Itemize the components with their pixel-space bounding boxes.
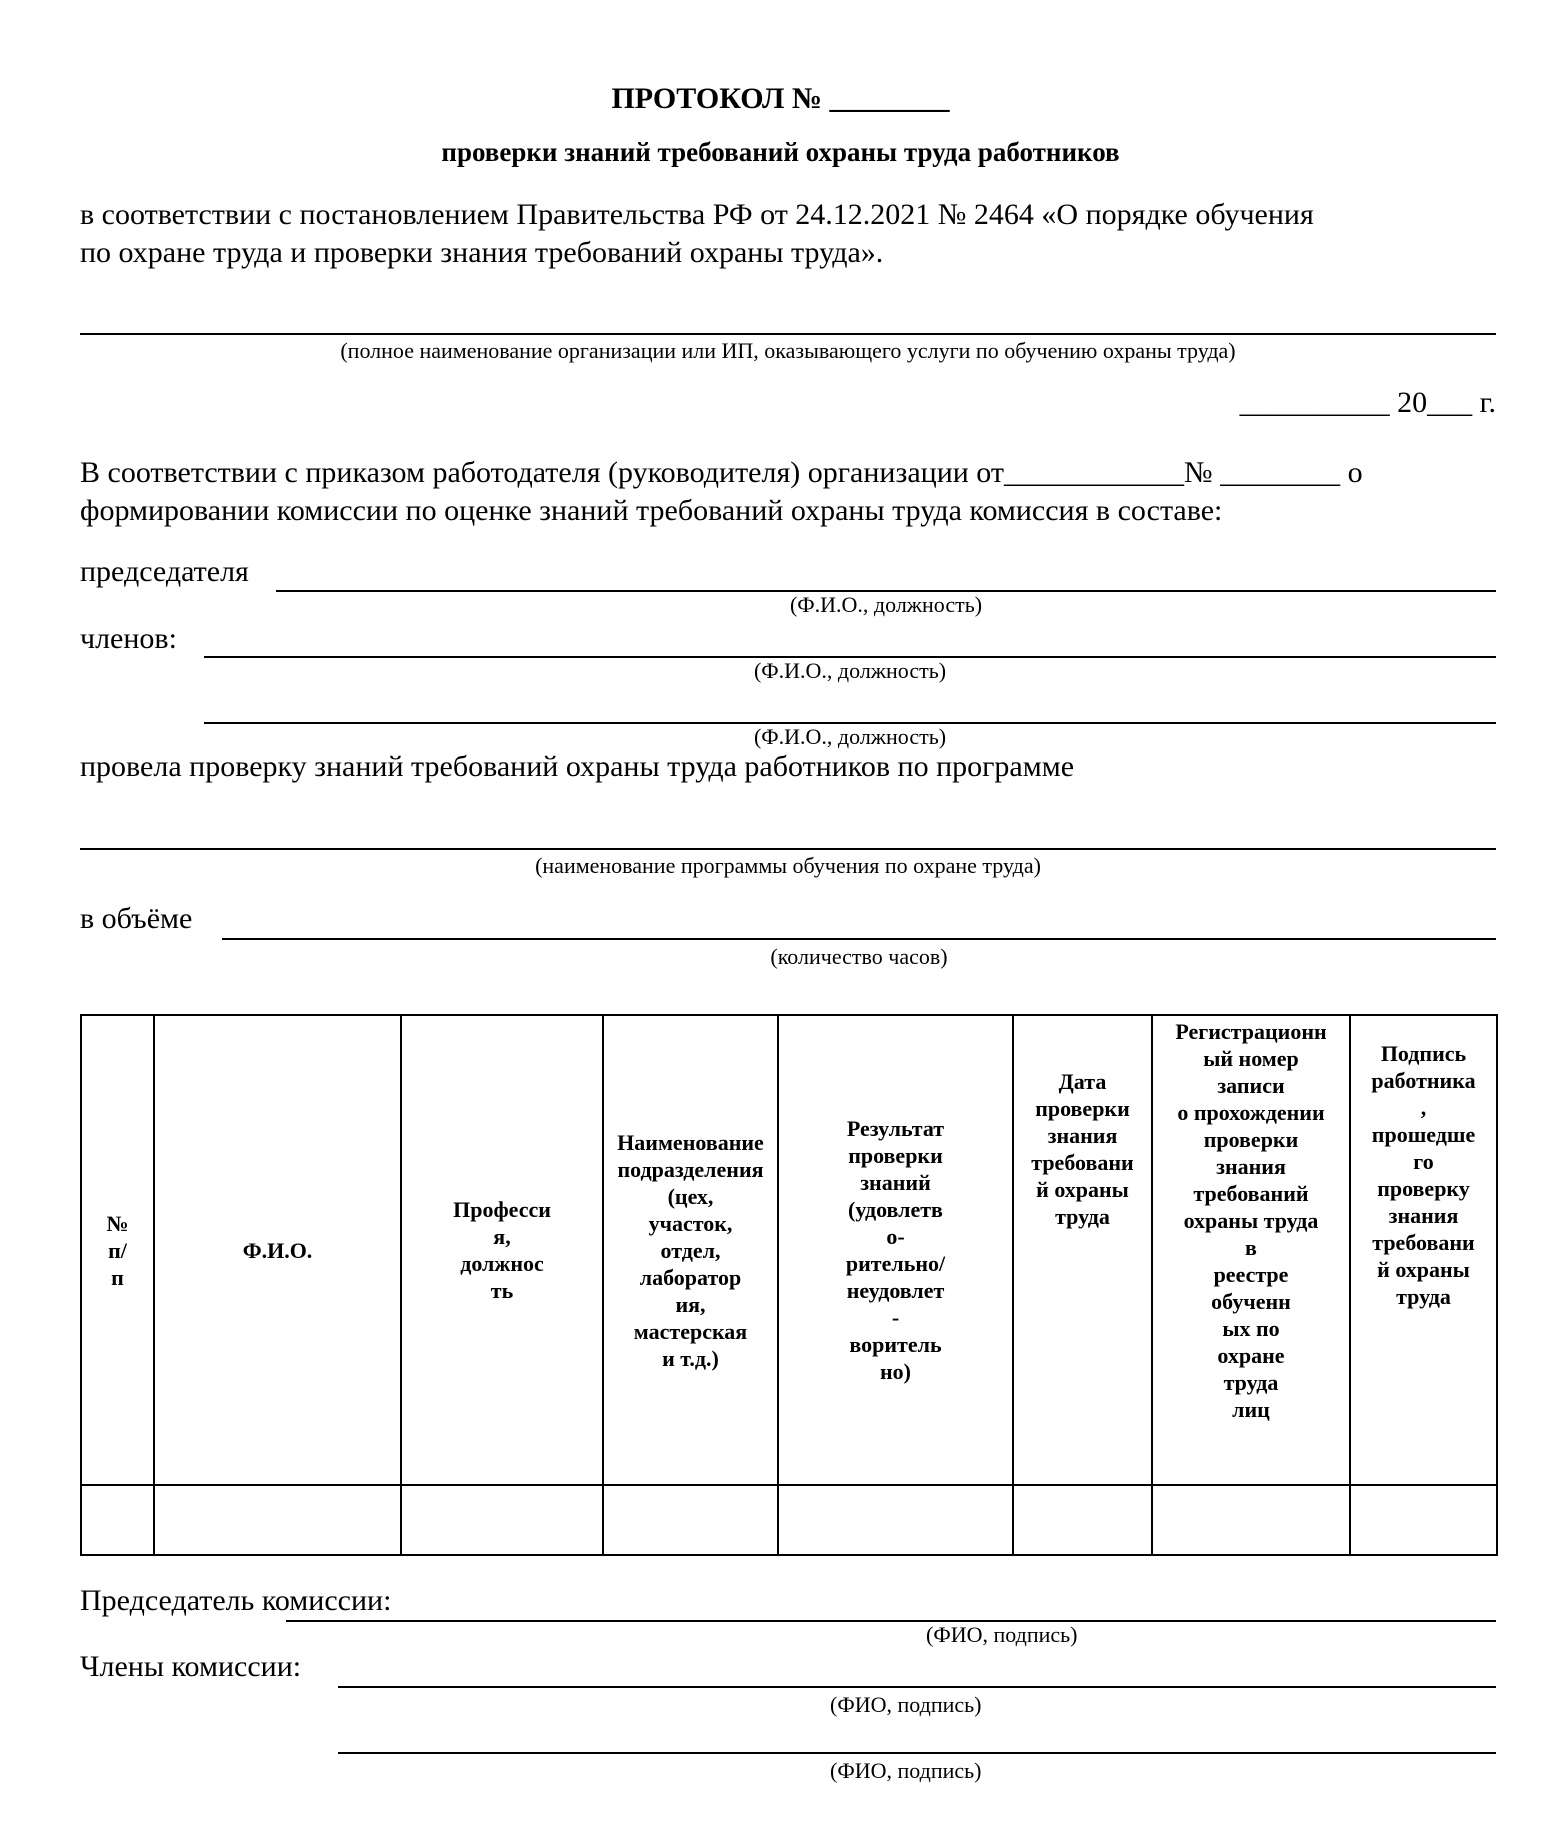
org-name-line[interactable] (80, 333, 1496, 335)
intro-text-line2: по охране труда и проверки знания требований охраны труда». (80, 236, 884, 269)
cell-profession[interactable] (401, 1485, 603, 1555)
chair-name-caption: (Ф.И.О., должность) (789, 592, 983, 617)
header-date: Дата проверки знания требовани й охраны труда (1013, 1015, 1152, 1485)
header-full-name: Ф.И.О. (154, 1015, 401, 1485)
program-text: провела проверку знаний требований охраны труда работников по программе (80, 750, 1075, 783)
page-title: ПРОТОКОЛ № ________ (611, 82, 950, 115)
cell-date[interactable] (1013, 1485, 1152, 1555)
signature-member2-line[interactable] (338, 1752, 1496, 1754)
volume-label: в объёме (80, 902, 193, 935)
member2-name-caption: (Ф.И.О., должность) (753, 724, 947, 749)
header-result: Результат проверки знаний (удовлетв о- рительно/ неудовлет - воритель но) (778, 1015, 1013, 1485)
order-text-line1: В соответствии с приказом работодателя (руководителя) организации от____________№ ________ о (80, 456, 1363, 489)
intro-text-line1: в соответствии с постановлением Правительства РФ от 24.12.2021 № 2464 «О порядке обучения (80, 198, 1314, 231)
header-profession: Професси я, должнос ть (401, 1015, 603, 1485)
date-line[interactable]: __________ 20___ г. (1239, 386, 1496, 419)
members-label: членов: (80, 622, 177, 655)
org-name-caption: (полное наименование организации или ИП, оказывающего услуги по обучению охраны труда) (340, 338, 1236, 363)
program-name-line[interactable] (80, 848, 1496, 850)
page-subtitle: проверки знаний требований охраны труда работников (441, 137, 1120, 167)
cell-signature[interactable] (1350, 1485, 1497, 1555)
signature-members-label: Члены комиссии: (80, 1650, 302, 1683)
header-number: № п/ п (81, 1015, 154, 1485)
cell-registry-number[interactable] (1152, 1485, 1350, 1555)
signature-member2-caption: (ФИО, подпись) (830, 1758, 982, 1783)
cell-department[interactable] (603, 1485, 778, 1555)
table-header-row (81, 1015, 1497, 1485)
signature-member1-line[interactable] (338, 1686, 1496, 1688)
results-table (80, 1014, 1498, 1556)
order-text-line2: формировании комиссии по оценке знаний требований охраны труда комиссия в составе: (80, 494, 1223, 527)
cell-number[interactable] (81, 1485, 154, 1555)
program-name-caption: (наименование программы обучения по охране труда) (535, 853, 1041, 878)
chair-label: председателя (80, 555, 249, 588)
volume-hours-line[interactable] (222, 938, 1496, 940)
table-row (81, 1485, 1497, 1555)
header-signature: Подпись работника , прошедше го проверку знания требовани й охраны труда (1350, 1015, 1497, 1485)
signature-chair-label: Председатель комиссии: (80, 1584, 392, 1617)
header-registry-number: Регистрационн ый номер записи о прохождении проверки знания требований охраны труда в реестре обученн ых по охране труда лиц (1152, 1015, 1350, 1485)
signature-member1-caption: (ФИО, подпись) (830, 1692, 982, 1717)
signature-chair-caption: (ФИО, подпись) (926, 1622, 1078, 1647)
member1-name-caption: (Ф.И.О., должность) (753, 658, 947, 683)
header-department: Наименование подразделения (цех, участок, отдел, лаборатор ия, мастерская и т.д.) (603, 1015, 778, 1485)
cell-full-name[interactable] (154, 1485, 401, 1555)
cell-result[interactable] (778, 1485, 1013, 1555)
volume-hours-caption: (количество часов) (770, 944, 948, 969)
